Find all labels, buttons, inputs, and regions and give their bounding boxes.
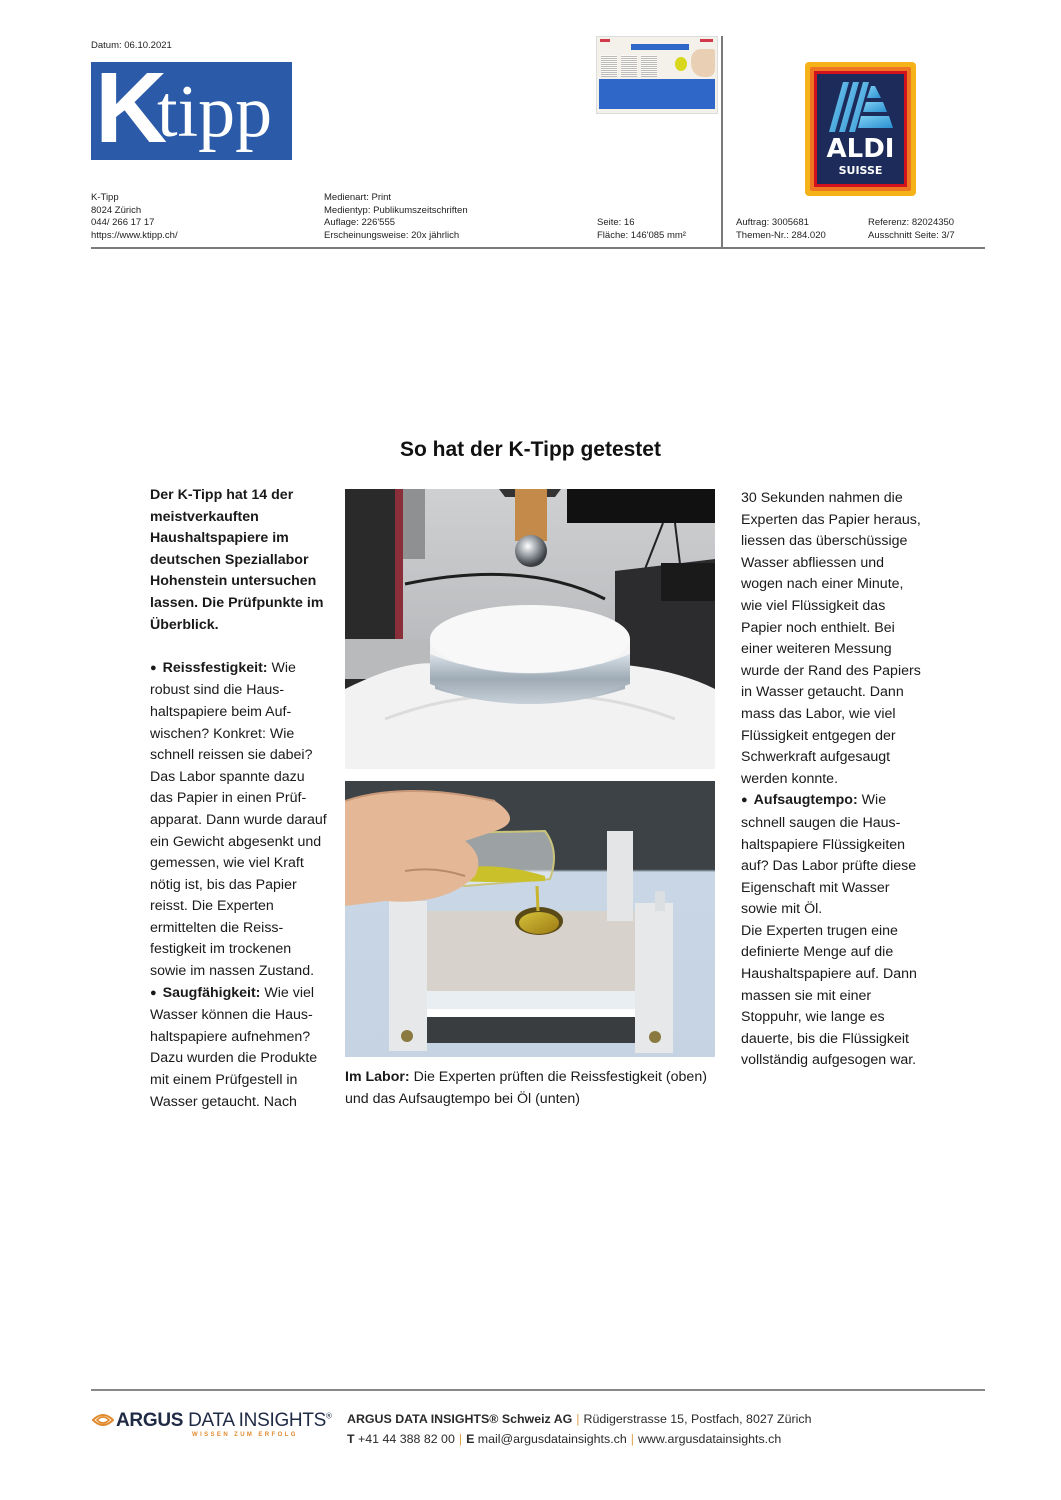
page-info bbox=[597, 217, 686, 242]
thumbnail-text bbox=[641, 55, 657, 77]
section-reissfestigkeit bbox=[150, 658, 330, 983]
eye-icon bbox=[92, 1412, 114, 1428]
thumbnail-hand bbox=[691, 49, 715, 77]
section-text: Wie schnell saugen die Haushaltspapiere Flüssigkeiten auf? Das Labor prüfte diese Eigenschaft mit Wasser sowie mit Öl. bbox=[741, 792, 917, 918]
media-category: Medientyp: Publikumszeitschriften bbox=[324, 204, 468, 216]
thumbnail-title bbox=[631, 44, 689, 50]
media-circulation: Auflage: 226'555 bbox=[324, 217, 396, 228]
publisher-city: 8024 Zürich bbox=[91, 204, 142, 216]
section-aufsaugtempo-cont: Die Experten trugen eine definierte Menge auf die Haushaltspapiere auf. Dann massen sie mit einer Stoppuhr, wie lange es dauerte, bis die Flüssigkeit vollständig aufgesogen war. bbox=[741, 922, 917, 1069]
publisher-url[interactable]: https://www.ktipp.ch/ bbox=[91, 229, 178, 241]
publisher-info bbox=[91, 192, 178, 242]
media-info bbox=[324, 192, 468, 242]
footer-contact bbox=[347, 1410, 811, 1449]
thumbnail-highlight bbox=[599, 79, 715, 109]
argus-logo bbox=[92, 1409, 332, 1443]
footer-separator: | bbox=[576, 1412, 580, 1426]
footer-line-2 bbox=[347, 1430, 811, 1450]
footer-separator: | bbox=[458, 1431, 463, 1446]
argus-logo-rest: DATA INSIGHTS bbox=[183, 1410, 327, 1431]
order-number: Auftrag: 3005681 bbox=[736, 217, 809, 228]
article-headline: So hat der K-Tipp getestet bbox=[400, 438, 661, 461]
header-rule bbox=[91, 247, 985, 249]
page-area: Fläche: 146'085 mm² bbox=[597, 229, 686, 241]
aldi-logo-name: ALDI bbox=[826, 134, 895, 164]
thumbnail-mark bbox=[700, 39, 713, 42]
section-aufsaugtempo bbox=[741, 790, 923, 921]
continuation-text: 30 Sekunden nahmen die Experten das Papier heraus, liessen das überschüssige Wasser abfliessen und wogen nach einer Minute, wie viel Flüssigkeit das Papier noch enthielt. Bei einer weiteren Messung wurde der Rand des Papiers in Wasser getaucht. Dann mass das Labor, wie viel Flüssigkeit entgegen der Schwerkraft aufgesaugt werden konnte. bbox=[741, 490, 921, 787]
thumbnail-text bbox=[601, 55, 617, 77]
article-intro: Der K-Tipp hat 14 der meistverkauften Haushaltspapiere im deutschen Speziallabor Hohenstein untersuchen lassen. Die Prüfpunkte im Überblick. bbox=[150, 487, 324, 633]
page-thumbnail[interactable] bbox=[596, 36, 718, 114]
section-lead: ● Reissfestigkeit: bbox=[150, 660, 268, 676]
caption-lead: Im Labor: bbox=[345, 1069, 410, 1085]
aldi-logo bbox=[805, 62, 916, 196]
section-lead: ● Saugfähigkeit: bbox=[150, 985, 260, 1001]
reference-number: Referenz: 82024350 bbox=[868, 217, 955, 228]
aldi-stripes-icon bbox=[829, 82, 893, 132]
publisher-phone: 044/ 266 17 17 bbox=[91, 217, 155, 228]
footer-email[interactable]: mail@argusdatainsights.ch bbox=[477, 1431, 627, 1446]
date-label: Datum: 06.10.2021 bbox=[91, 40, 172, 51]
argus-logo-bold: ARGUS bbox=[116, 1410, 184, 1431]
argus-logo-name bbox=[116, 1410, 332, 1432]
email-label: E bbox=[466, 1431, 475, 1446]
photo-tear-test bbox=[345, 489, 715, 769]
media-frequency: Erscheinungsweise: 20x jährlich bbox=[324, 229, 460, 241]
ktipp-logo-k: K bbox=[95, 62, 164, 160]
thumbnail-splash bbox=[675, 57, 687, 71]
photo-caption bbox=[345, 1067, 725, 1110]
footer-website[interactable]: www.argusdatainsights.ch bbox=[637, 1431, 782, 1446]
footer-line-1 bbox=[347, 1410, 811, 1430]
argus-logo-reg: ® bbox=[326, 1411, 332, 1421]
clip-page: Ausschnitt Seite: 3/7 bbox=[868, 229, 955, 241]
article-column-right bbox=[741, 488, 923, 1072]
ktipp-logo-tipp: tipp bbox=[157, 71, 273, 153]
footer-separator: | bbox=[630, 1431, 634, 1446]
thumbnail-text bbox=[621, 55, 637, 77]
ktipp-logo bbox=[91, 62, 292, 160]
footer-phone[interactable]: +41 44 388 82 00 bbox=[358, 1431, 455, 1446]
publisher-name: K-Tipp bbox=[91, 192, 119, 203]
photo-absorption-test bbox=[345, 781, 715, 1057]
page-number: Seite: 16 bbox=[597, 217, 635, 228]
section-text: Wie robust sind die Haushaltspapiere beim Aufwischen? Konkret: Wie schnell reissen sie dabei? Das Labor spannte dazu das Papier in einen Prüfapparat. Dann wurde darauf ein Gewicht abgesenkt und gemessen, wie viel Kraft nötig ist, bis das Papier reisst. Die Experten ermittelten die Reissfestigkeit im trockenen sowie im nassen Zustand. bbox=[150, 659, 327, 980]
aldi-logo-sub: SUISSE bbox=[838, 164, 883, 177]
section-lead: ● Aufsaugtempo: bbox=[741, 792, 858, 808]
caption-text: Die Experten prüften die Reissfestigkeit (oben) und das Aufsaugtempo bei Öl (unten) bbox=[345, 1069, 707, 1107]
footer-address: Rüdigerstrasse 15, Postfach, 8027 Zürich bbox=[583, 1412, 812, 1426]
section-saugfaehigkeit bbox=[150, 983, 330, 1114]
phone-label: T bbox=[347, 1431, 355, 1446]
media-type: Medienart: Print bbox=[324, 192, 392, 203]
section-text: Wie viel Wasser können die Haushaltspapiere aufnehmen? Dazu wurden die Produkte mit einem Prüfgestell in Wasser getaucht. Nach bbox=[150, 984, 318, 1110]
order-info bbox=[736, 217, 826, 242]
argus-tagline: WISSEN ZUM ERFOLG bbox=[192, 1432, 298, 1438]
topic-number: Themen-Nr.: 284.020 bbox=[736, 229, 826, 241]
reference-info bbox=[868, 217, 955, 242]
footer-company: ARGUS DATA INSIGHTS® Schweiz AG bbox=[347, 1412, 573, 1426]
header-divider bbox=[721, 36, 723, 248]
article-column-left bbox=[150, 485, 330, 1113]
footer-rule bbox=[91, 1389, 985, 1391]
thumbnail-mark bbox=[600, 39, 610, 42]
